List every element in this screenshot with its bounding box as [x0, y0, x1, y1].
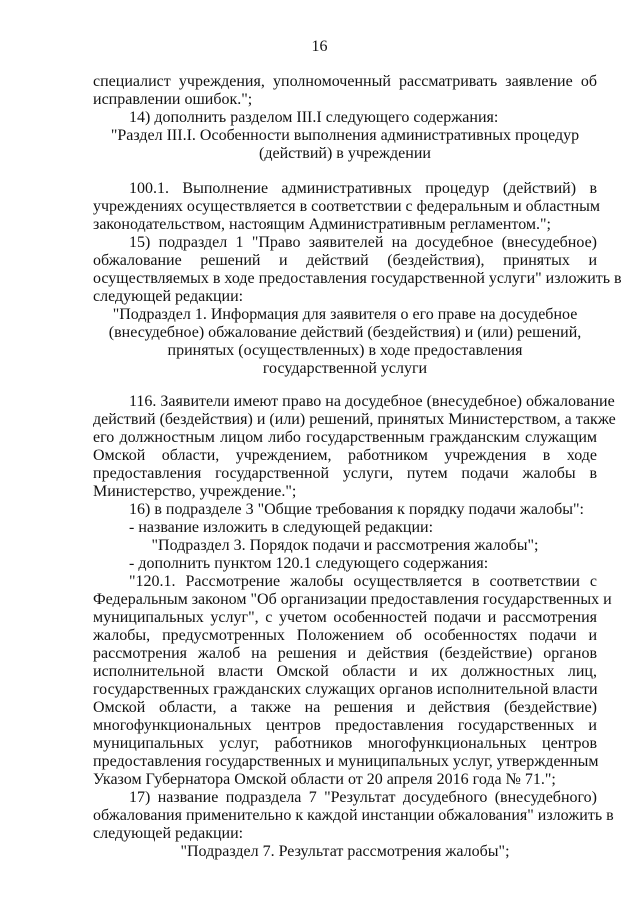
- text-line: Указом Губернатора Омской области от 20 апреля 2016 года № 71.";: [93, 771, 556, 788]
- text-line: "120.1. Рассмотрение жалобы осуществляется в соответствии с: [129, 573, 597, 590]
- text-line: осуществляемых в ходе предоставления государственной услуги" изложить в: [93, 270, 622, 287]
- text-line: - название изложить в следующей редакции:: [129, 519, 434, 536]
- text-line: исправлении ошибок.";: [93, 91, 253, 108]
- text-line: его должностным лицом либо государственным гражданским служащим: [93, 429, 597, 446]
- section-heading-line: (действий) в учреждении: [259, 145, 431, 162]
- text-line: исполнительной власти Омской области и их должностных лиц,: [93, 663, 597, 680]
- text-line: Министерство, учреждение.";: [93, 483, 297, 500]
- text-line: многофункциональных центров предоставления государственных и: [93, 717, 597, 734]
- subsection-heading-line: "Подраздел 3. Порядок подачи и рассмотрения жалобы";: [151, 537, 539, 554]
- text-line: следующей редакции:: [93, 288, 244, 305]
- page-number: 16: [311, 38, 328, 55]
- subsection-heading-line: "Подраздел 1. Информация для заявителя о его праве на досудебное: [112, 306, 578, 323]
- subsection-heading-line: (внесудебное) обжалование действий (бездействия) и (или) решений,: [108, 324, 582, 341]
- text-line: следующей редакции:: [93, 825, 244, 842]
- text-line: специалист учреждения, уполномоченный рассматривать заявление об: [93, 73, 597, 90]
- text-line: жалобы, предусмотренных Положением об особенностях подачи и: [93, 627, 597, 644]
- text-line: - дополнить пунктом 120.1 следующего содержания:: [129, 555, 489, 572]
- text-line: 15) подраздел 1 "Право заявителей на досудебное (внесудебное): [129, 234, 597, 251]
- text-line: действий (бездействия) и (или) решений, принятых Министерством, а также: [93, 411, 616, 428]
- text-line: 16) в подразделе 3 "Общие требования к порядку подачи жалобы":: [129, 501, 584, 518]
- section-heading-line: "Раздел III.I. Особенности выполнения административных процедур: [110, 127, 580, 144]
- text-line: муниципальных услуг, работников многофункциональных центров: [93, 735, 597, 752]
- text-line: государственных гражданских служащих органов исполнительной власти: [93, 681, 598, 698]
- text-line: предоставления государственной услуги, путем подачи жалобы в: [93, 465, 597, 482]
- text-line: законодательством, настоящим Административным регламентом.";: [93, 216, 551, 233]
- text-line: 17) название подраздела 7 "Результат досудебного (внесудебного): [129, 789, 597, 806]
- subsection-heading-line: "Подраздел 7. Результат рассмотрения жалобы";: [180, 843, 510, 860]
- text-line: 100.1. Выполнение административных процедур (действий) в: [129, 180, 597, 197]
- text-line: 116. Заявители имеют право на досудебное (внесудебное) обжалование: [129, 393, 615, 410]
- text-line: Омской области, учреждением, работником учреждения в ходе: [93, 447, 597, 464]
- subsection-heading-line: принятых (осуществленных) в ходе предоставления: [167, 342, 523, 359]
- text-line: Федеральным законом "Об организации предоставления государственных и: [93, 591, 612, 608]
- text-line: муниципальных услуг", с учетом особенностей подачи и рассмотрения: [93, 609, 597, 626]
- text-line: Омской области, а также на решения и действия (бездействие): [93, 699, 597, 716]
- subsection-heading-line: государственной услуги: [262, 360, 428, 377]
- text-line: обжалование решений и действий (бездействия), принятых и: [93, 252, 597, 269]
- text-line: обжалования применительно к каждой инстанции обжалования" изложить в: [93, 807, 614, 824]
- text-line: учреждениях осуществляется в соответствии с федеральным и областным: [93, 198, 601, 215]
- text-line: рассмотрения жалоб на решения и действия (бездействие) органов: [93, 645, 597, 662]
- text-line: предоставления государственных и муниципальных услуг, утвержденным: [93, 753, 599, 770]
- text-line: 14) дополнить разделом III.I следующего содержания:: [129, 109, 499, 126]
